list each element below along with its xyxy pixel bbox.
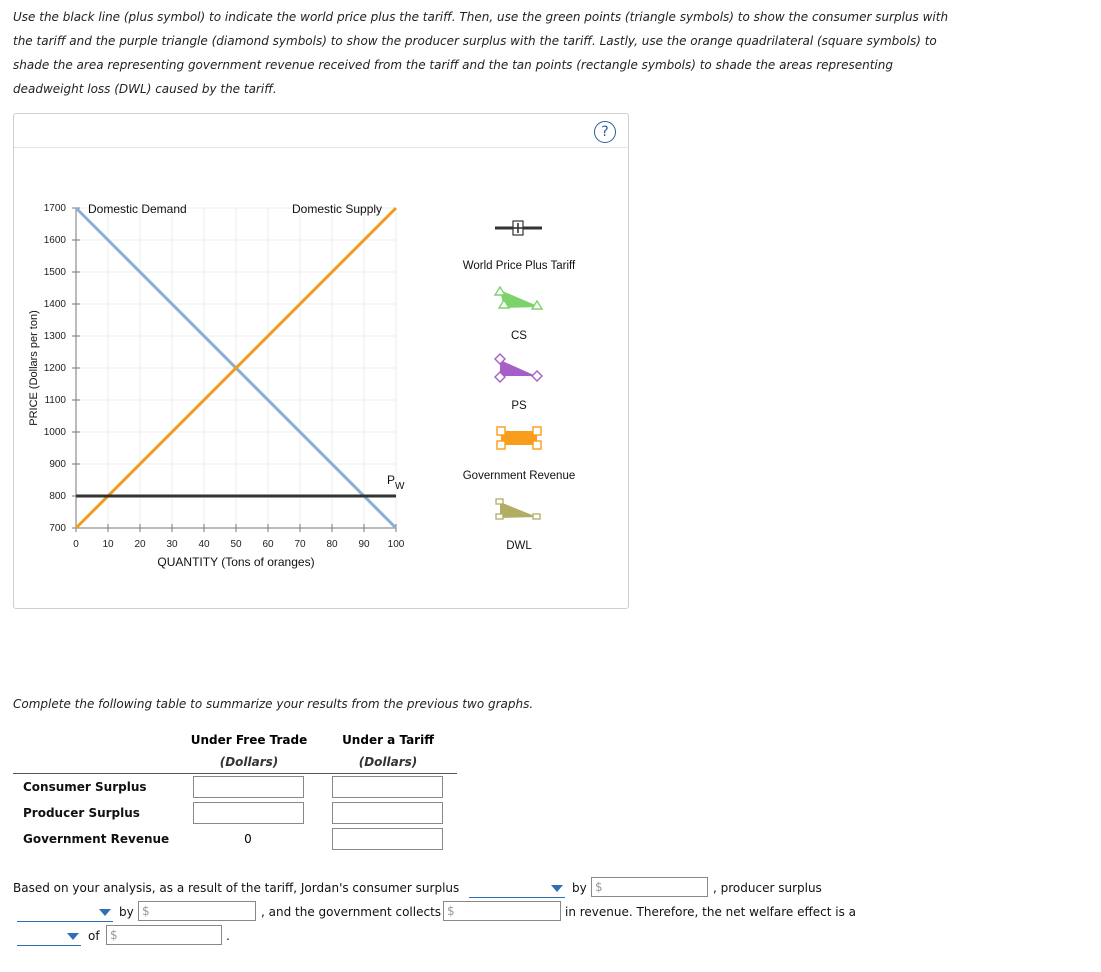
x-tick-label: 20 <box>134 539 146 550</box>
row-label-consumer-surplus: Consumer Surplus <box>23 780 147 794</box>
plus-symbol-icon <box>512 221 524 235</box>
legend-world-price-tariff[interactable] <box>463 221 576 272</box>
supply-label: Domestic Supply <box>292 202 383 216</box>
ps-tariff-input[interactable] <box>332 802 443 824</box>
legend-label-cs: CS <box>511 330 527 342</box>
chevron-down-icon <box>99 909 111 916</box>
x-tick-label: 100 <box>387 539 405 550</box>
sentence-part2: , producer surplus <box>713 881 822 895</box>
sentence-part3: , and the government collects <box>261 905 442 919</box>
chevron-down-icon <box>67 933 79 940</box>
help-button[interactable]: ? <box>594 121 616 143</box>
y-tick-label: 800 <box>49 491 66 502</box>
x-tick-label: 40 <box>198 539 210 550</box>
row-label-producer-surplus: Producer Surplus <box>23 806 140 820</box>
cs-change-amount-input[interactable] <box>591 877 708 897</box>
net-welfare-amount-input[interactable] <box>106 925 222 945</box>
square-icon <box>501 431 537 445</box>
table-prompt: Complete the following table to summarize your results from the previous two graphs. <box>13 697 534 711</box>
rectangle-icon <box>500 502 537 518</box>
col-sub-free-trade: (Dollars) <box>219 755 279 769</box>
gov-rev-free-trade-value: 0 <box>244 832 252 846</box>
sentence-part1: Based on your analysis, as a result of the tariff, Jordan's consumer surplus <box>13 881 460 895</box>
y-tick-label: 1100 <box>44 395 66 406</box>
sentence-of: of <box>88 929 100 943</box>
col-sub-tariff: (Dollars) <box>358 755 418 769</box>
x-axis-title: QUANTITY (Tons of oranges) <box>157 555 315 569</box>
legend-cs[interactable] <box>495 287 542 342</box>
y-tick-label: 700 <box>49 523 66 534</box>
graph-svg <box>14 114 628 608</box>
table-header-rule <box>13 773 457 774</box>
y-tick-label: 1200 <box>43 363 66 374</box>
demand-label: Domestic Demand <box>88 202 187 216</box>
chevron-down-icon <box>551 885 563 892</box>
x-tick-label: 80 <box>326 539 338 550</box>
welfare-effect-dropdown[interactable] <box>17 927 81 946</box>
dollar-sign: $ <box>142 904 150 918</box>
legend-label-ps: PS <box>511 400 527 412</box>
ps-change-dropdown[interactable] <box>17 903 113 922</box>
cs-free-trade-input[interactable] <box>193 776 304 798</box>
legend-dwl[interactable] <box>496 499 540 552</box>
legend-ps[interactable] <box>495 354 542 412</box>
x-tick-label: 30 <box>166 539 178 550</box>
y-axis-title: PRICE (Dollars per ton) <box>28 310 40 426</box>
y-tick-label: 1700 <box>43 203 66 214</box>
instructions-text: Use the black line (plus symbol) to indicate the world price plus the tariff. Then, use the green points (triangle symbols) to show the consumer surplus with the tariff and the purple triangle (diamond symbols) to show the producer surplus with the tariff. Lastly, use the orange quadrilateral (square symbols) to shade the area representing government revenue received from the tariff and the tan points (rectangle symbols) to shade the areas representing deadweight loss (DWL) caused by the tariff. <box>13 10 949 96</box>
sentence-by-1: by <box>572 881 587 895</box>
x-tick-label: 70 <box>294 539 306 550</box>
y-tick-label: 1000 <box>43 427 66 438</box>
legend-government-revenue[interactable] <box>463 427 576 482</box>
cs-tariff-input[interactable] <box>332 776 443 798</box>
ps-change-amount-input[interactable] <box>138 901 256 921</box>
legend-label-dwl: DWL <box>506 540 532 552</box>
diamond-icon <box>500 360 536 376</box>
legend-label-wpt: World Price Plus Tariff <box>462 260 576 272</box>
col-head-tariff: Under a Tariff <box>342 733 434 747</box>
y-tick-label: 1500 <box>43 267 66 278</box>
graph-panel <box>13 113 629 609</box>
gov-revenue-amount-input[interactable] <box>443 901 561 921</box>
sentence-part4: in revenue. Therefore, the net welfare effect is a <box>565 905 857 919</box>
sentence-end: . <box>226 929 230 943</box>
dollar-sign: $ <box>110 928 118 942</box>
y-tick-label: 1300 <box>43 331 66 342</box>
y-tick-label: 1600 <box>43 235 66 246</box>
x-tick-label: 50 <box>230 539 242 550</box>
ps-free-trade-input[interactable] <box>193 802 304 824</box>
y-tick-label: 900 <box>49 459 66 470</box>
sentence-by-2: by <box>119 905 134 919</box>
cs-change-dropdown[interactable] <box>469 879 565 898</box>
x-tick-label: 0 <box>73 539 79 550</box>
row-label-government-revenue: Government Revenue <box>23 832 170 846</box>
pw-label: $P_W$ <box>387 473 405 492</box>
x-tick-label: 60 <box>262 539 274 550</box>
gov-rev-tariff-input[interactable] <box>332 828 443 850</box>
legend-label-gov-rev: Government Revenue <box>462 470 576 482</box>
col-head-free-trade: Under Free Trade <box>190 733 308 747</box>
x-tick-label: 10 <box>102 539 114 550</box>
dollar-sign: $ <box>595 880 603 894</box>
x-tick-label: 90 <box>358 539 370 550</box>
dollar-sign: $ <box>447 904 455 918</box>
y-tick-label: 1400 <box>43 299 66 310</box>
